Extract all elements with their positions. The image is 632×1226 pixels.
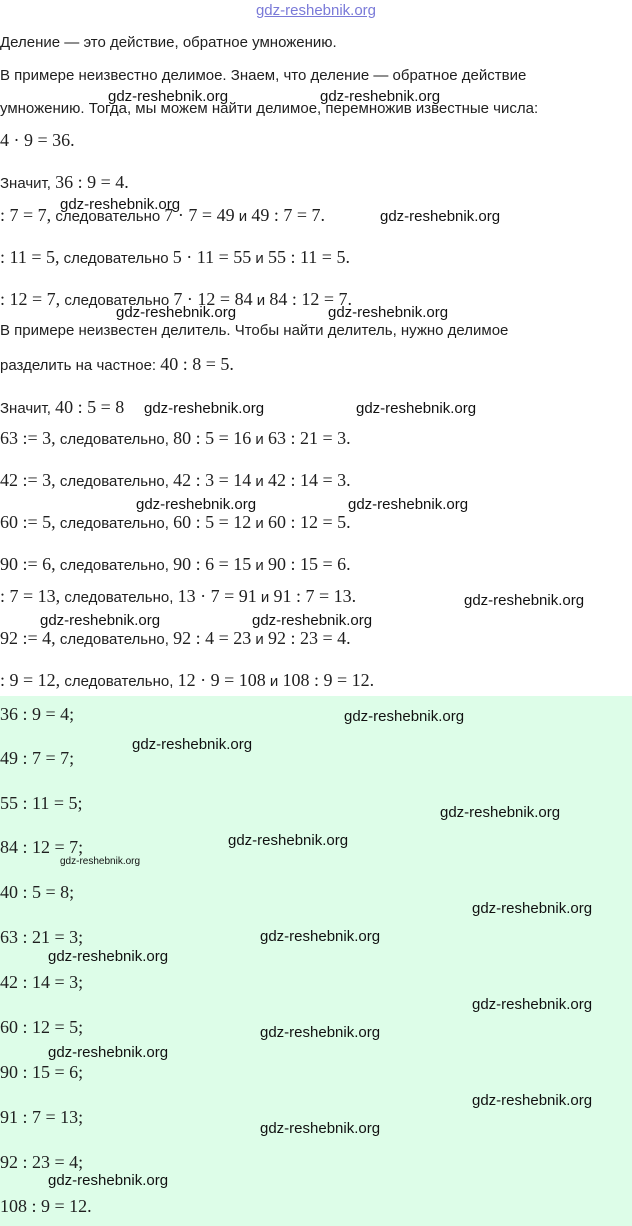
paragraph-dividend-line-1: В примере неизвестно делимое. Знаем, что деление — обратное действие [0,67,527,84]
check-row-product: 92 : 4 = 23 [173,628,252,648]
site-link[interactable]: gdz-reshebnik.org [255,2,377,19]
check-row-result: 63 : 21 = 3. [267,428,351,448]
check-row-and: и [255,250,264,267]
watermark: gdz-reshebnik.org [440,804,561,821]
watermark: gdz-reshebnik.org [252,612,373,629]
check-row-result: 92 : 23 = 4. [267,628,351,648]
check-row-result: 49 : 7 = 7. [251,205,325,225]
check-row-product: 80 : 5 = 16 [173,428,252,448]
watermark: gdz-reshebnik.org [108,88,229,105]
answer-line: 49 : 7 = 7; [0,748,75,768]
answer-line: 63 : 21 = 3; [0,927,84,947]
answer-line: 40 : 5 = 8; [0,882,75,902]
watermark: gdz-reshebnik.org [344,708,465,725]
watermark: gdz-reshebnik.org [132,736,253,753]
check-row-result: 90 : 15 = 6. [267,554,351,574]
watermark: gdz-reshebnik.org [48,1044,169,1061]
check-row-and: и [260,589,270,606]
check-row-given: 60 := 5, [0,512,56,532]
watermark: gdz-reshebnik.org [228,832,349,849]
check-row-word: следовательно, [59,557,169,574]
check-row-given: 42 := 3, [0,470,56,490]
answer-line: 60 : 12 = 5; [0,1017,84,1037]
conclusion-label: Значит, [0,400,51,417]
answer-line: 91 : 7 = 13; [0,1107,84,1127]
watermark: gdz-reshebnik.org [472,900,593,917]
check-row-given: 90 := 6, [0,554,56,574]
equation-product: 4 · 9 = 36. [0,130,75,150]
check-row-given: : 9 = 12, [0,670,61,690]
check-row-word: следовательно [64,292,170,309]
conclusion-row-2 [0,397,124,419]
check-row [0,586,356,608]
paragraph-divisor-line-2 [0,354,234,376]
check-row-word: следовательно [63,250,169,267]
check-row-and: и [256,292,266,309]
check-row-and: и [255,515,264,532]
check-row-word: следовательно, [64,589,174,606]
check-row-result: 91 : 7 = 13. [273,586,357,606]
check-row-and: и [238,208,248,225]
check-row [0,512,351,534]
watermark: gdz-reshebnik.org [48,1172,169,1189]
check-row [0,247,350,269]
check-row-given: : 7 = 7, [0,205,52,225]
check-row-product: 42 : 3 = 14 [173,470,252,490]
intro-text: Деление — это действие, обратное умножению. [0,34,337,51]
watermark: gdz-reshebnik.org [380,208,501,225]
watermark: gdz-reshebnik.org [60,856,141,867]
watermark: gdz-reshebnik.org [328,304,449,321]
watermark: gdz-reshebnik.org [116,304,237,321]
conclusion-equation: 36 : 9 = 4. [55,172,129,192]
watermark: gdz-reshebnik.org [260,1120,381,1137]
check-row-product: 5 · 11 = 55 [172,247,252,267]
answer-line: 90 : 15 = 6; [0,1062,84,1082]
check-row-given: 63 := 3, [0,428,56,448]
conclusion-label: Значит, [0,175,51,192]
check-row-word: следовательно, [59,473,169,490]
check-row [0,428,351,450]
check-row [0,628,351,650]
check-row-and: и [255,431,264,448]
check-row-result: 108 : 9 = 12. [282,670,375,690]
check-row-word: следовательно, [59,631,169,648]
watermark: gdz-reshebnik.org [472,1092,593,1109]
check-row-result: 55 : 11 = 5. [267,247,350,267]
check-row [0,470,351,492]
answer-line: 42 : 14 = 3; [0,972,84,992]
check-row [0,670,374,692]
check-row-word: следовательно, [59,515,169,532]
check-row-product: 7 · 12 = 84 [173,289,253,309]
watermark: gdz-reshebnik.org [48,948,169,965]
check-row-result: 42 : 14 = 3. [267,470,351,490]
check-row-given: : 12 = 7, [0,289,61,309]
paragraph-dividend-line-2: умножению. Тогда, мы можем найти делимое, перемножив известные числа: [0,100,539,117]
check-row-and: и [255,631,264,648]
check-row-word: следовательно [55,208,161,225]
check-row-product: 90 : 6 = 15 [173,554,252,574]
check-row-given: 92 := 4, [0,628,56,648]
watermark: gdz-reshebnik.org [320,88,441,105]
watermark: gdz-reshebnik.org [40,612,161,629]
check-row-and: и [255,473,264,490]
watermark: gdz-reshebnik.org [144,400,265,417]
check-row-product: 13 · 7 = 91 [177,586,257,606]
watermark: gdz-reshebnik.org [60,196,181,213]
answer-line: 84 : 12 = 7; [0,837,84,857]
paragraph-divisor-text: разделить на частное: [0,357,157,374]
watermark: gdz-reshebnik.org [472,996,593,1013]
check-row-given: : 11 = 5, [0,247,60,267]
watermark: gdz-reshebnik.org [260,928,381,945]
answer-line: 92 : 23 = 4; [0,1152,84,1172]
watermark: gdz-reshebnik.org [356,400,477,417]
paragraph-divisor-line-1: В примере неизвестен делитель. Чтобы найти делитель, нужно делимое [0,322,509,339]
check-row-product: 60 : 5 = 12 [173,512,252,532]
answer-line: 108 : 9 = 12. [0,1196,92,1216]
answer-line: 55 : 11 = 5; [0,793,83,813]
watermark: gdz-reshebnik.org [348,496,469,513]
check-row-result: 84 : 12 = 7. [269,289,352,309]
check-row-result: 60 : 12 = 5. [267,512,351,532]
conclusion-equation: 40 : 5 = 8 [55,397,125,417]
answer-line: 36 : 9 = 4; [0,704,75,724]
watermark: gdz-reshebnik.org [136,496,257,513]
check-row-product: 7 · 7 = 49 [164,205,235,225]
check-row-word: следовательно, [64,673,174,690]
check-row-given: : 7 = 13, [0,586,61,606]
paragraph-divisor-equation: 40 : 8 = 5. [160,354,234,374]
check-row-word: следовательно, [59,431,169,448]
check-row-and: и [269,673,279,690]
check-row-product: 12 · 9 = 108 [177,670,266,690]
conclusion-row-1 [0,172,129,194]
watermark: gdz-reshebnik.org [260,1024,381,1041]
check-row [0,554,351,576]
check-row-and: и [255,557,264,574]
watermark: gdz-reshebnik.org [464,592,585,609]
